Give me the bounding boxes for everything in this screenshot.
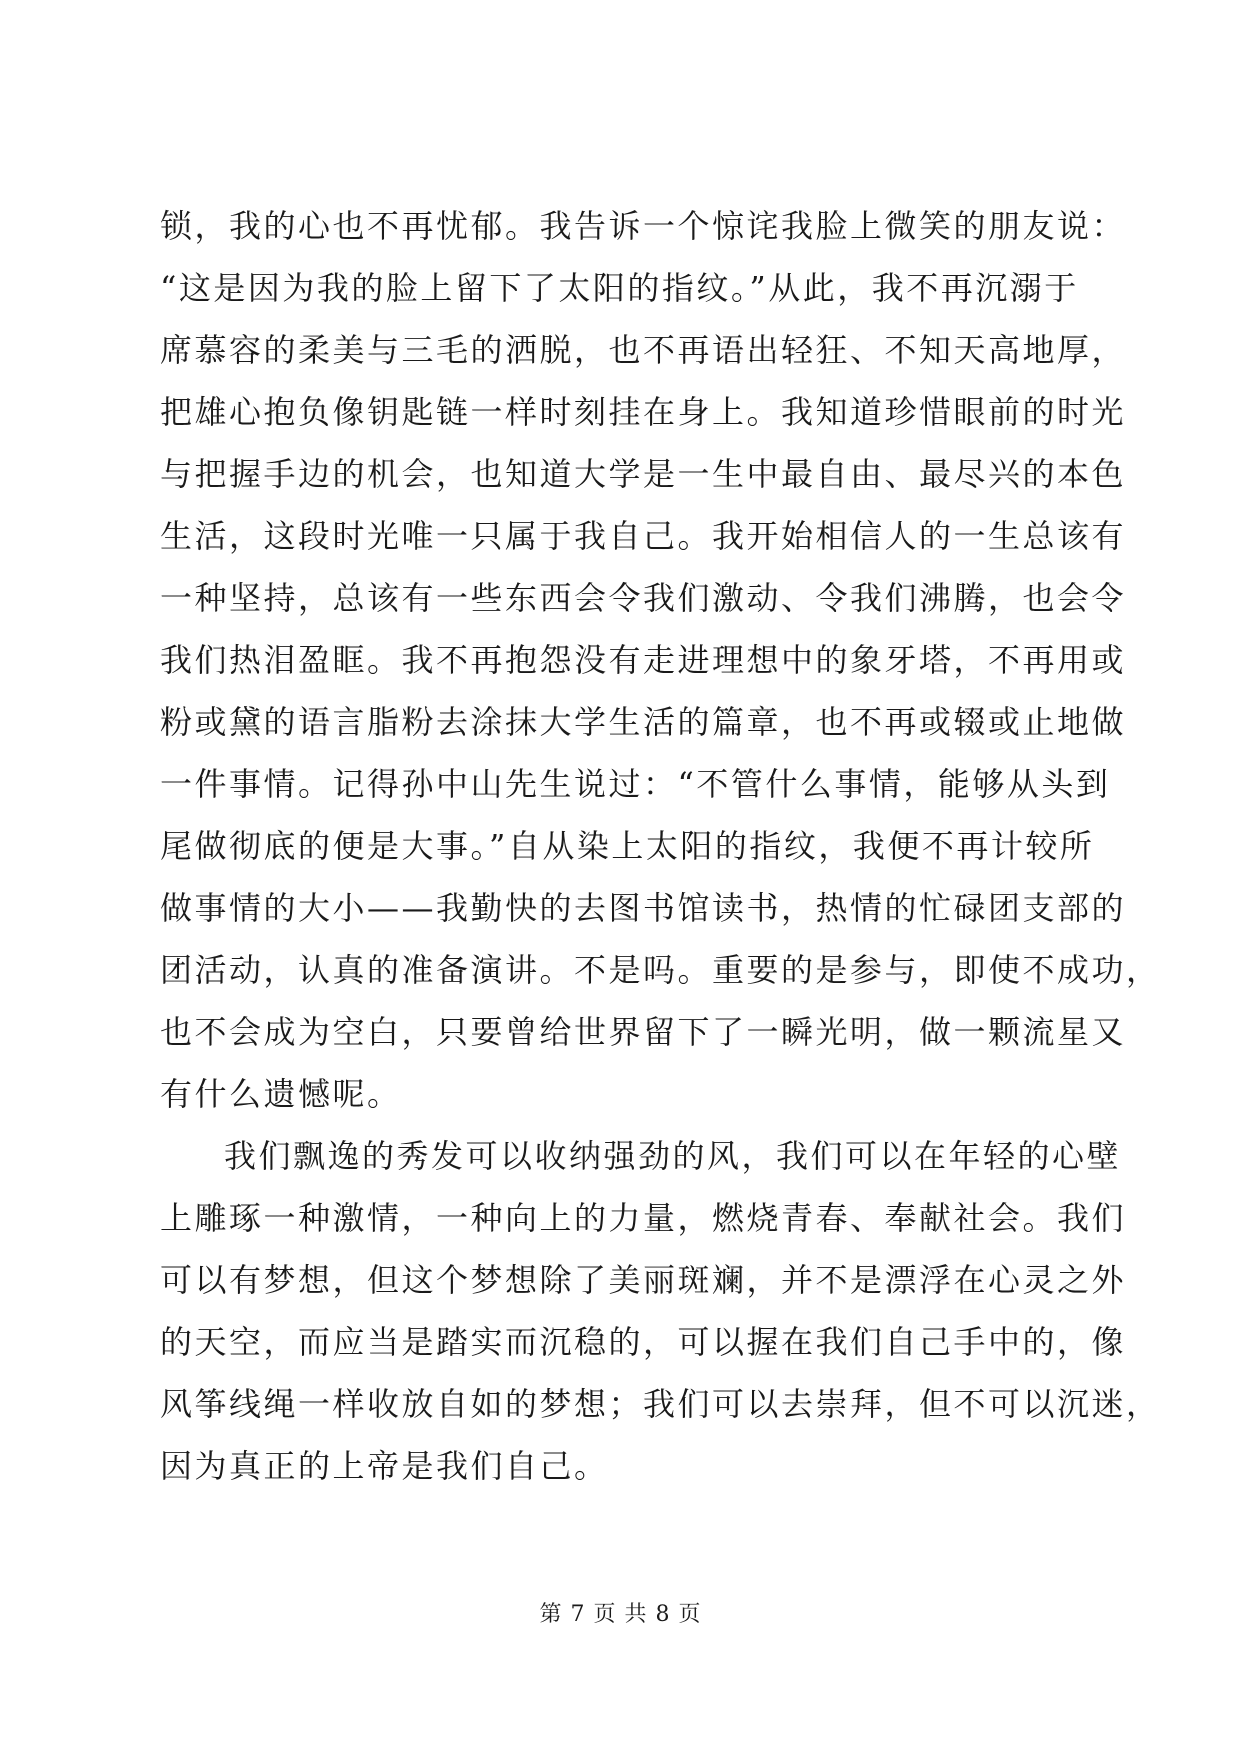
text-line: 上雕琢一种激情，一种向上的力量，燃烧青春、奉献社会。我们 (160, 1199, 1127, 1237)
paragraph-2 (160, 1125, 1161, 1497)
text-line: 我们飘逸的秀发可以收纳强劲的风，我们可以在年轻的心壁 (224, 1137, 1122, 1175)
text-line: “这是因为我的脸上留下了太阳的指纹。”从此，我不再沉溺于 (160, 269, 1079, 307)
text-line: 风筝线绳一样收放自如的梦想；我们可以去崇拜，但不可以沉迷， (160, 1385, 1161, 1423)
text-line: 尾做彻底的便是大事。”自从染上太阳的指纹，我便不再计较所 (160, 827, 1095, 865)
text-line: 把雄心抱负像钥匙链一样时刻挂在身上。我知道珍惜眼前的时光 (160, 393, 1127, 431)
text-line: 可以有梦想，但这个梦想除了美丽斑斓，并不是漂浮在心灵之外 (160, 1261, 1127, 1299)
text-line: 的天空，而应当是踏实而沉稳的，可以握在我们自己手中的，像 (160, 1323, 1127, 1361)
text-line: 锁，我的心也不再忧郁。我告诉一个惊诧我脸上微笑的朋友说： (160, 207, 1127, 245)
text-line: 一件事情。记得孙中山先生说过：“不管什么事情，能够从头到 (160, 765, 1111, 803)
page-number: 第 7 页 共 8 页 (539, 1602, 702, 1627)
body-text (160, 195, 1161, 1497)
text-line: 一种坚持，总该有一些东西会令我们激动、令我们沸腾，也会令 (160, 579, 1127, 617)
text-line: 与把握手边的机会，也知道大学是一生中最自由、最尽兴的本色 (160, 455, 1127, 493)
text-line: 生活，这段时光唯一只属于我自己。我开始相信人的一生总该有 (160, 517, 1127, 555)
text-line: 我们热泪盈眶。我不再抱怨没有走进理想中的象牙塔，不再用或 (160, 641, 1127, 679)
text-line: 团活动，认真的准备演讲。不是吗。重要的是参与，即使不成功， (160, 951, 1161, 989)
text-line: 有什么遗憾呢。 (160, 1075, 402, 1113)
text-line: 粉或黛的语言脂粉去涂抹大学生活的篇章，也不再或辍或止地做 (160, 703, 1127, 741)
text-line: 席慕容的柔美与三毛的洒脱，也不再语出轻狂、不知天高地厚， (160, 331, 1127, 369)
text-line: 做事情的大小——我勤快的去图书馆读书，热情的忙碌团支部的 (160, 889, 1127, 927)
text-line: 也不会成为空白，只要曾给世界留下了一瞬光明，做一颗流星又 (160, 1013, 1127, 1051)
page-footer (0, 1600, 1241, 1630)
paragraph-1 (160, 195, 1161, 1125)
text-line: 因为真正的上帝是我们自己。 (160, 1447, 609, 1485)
